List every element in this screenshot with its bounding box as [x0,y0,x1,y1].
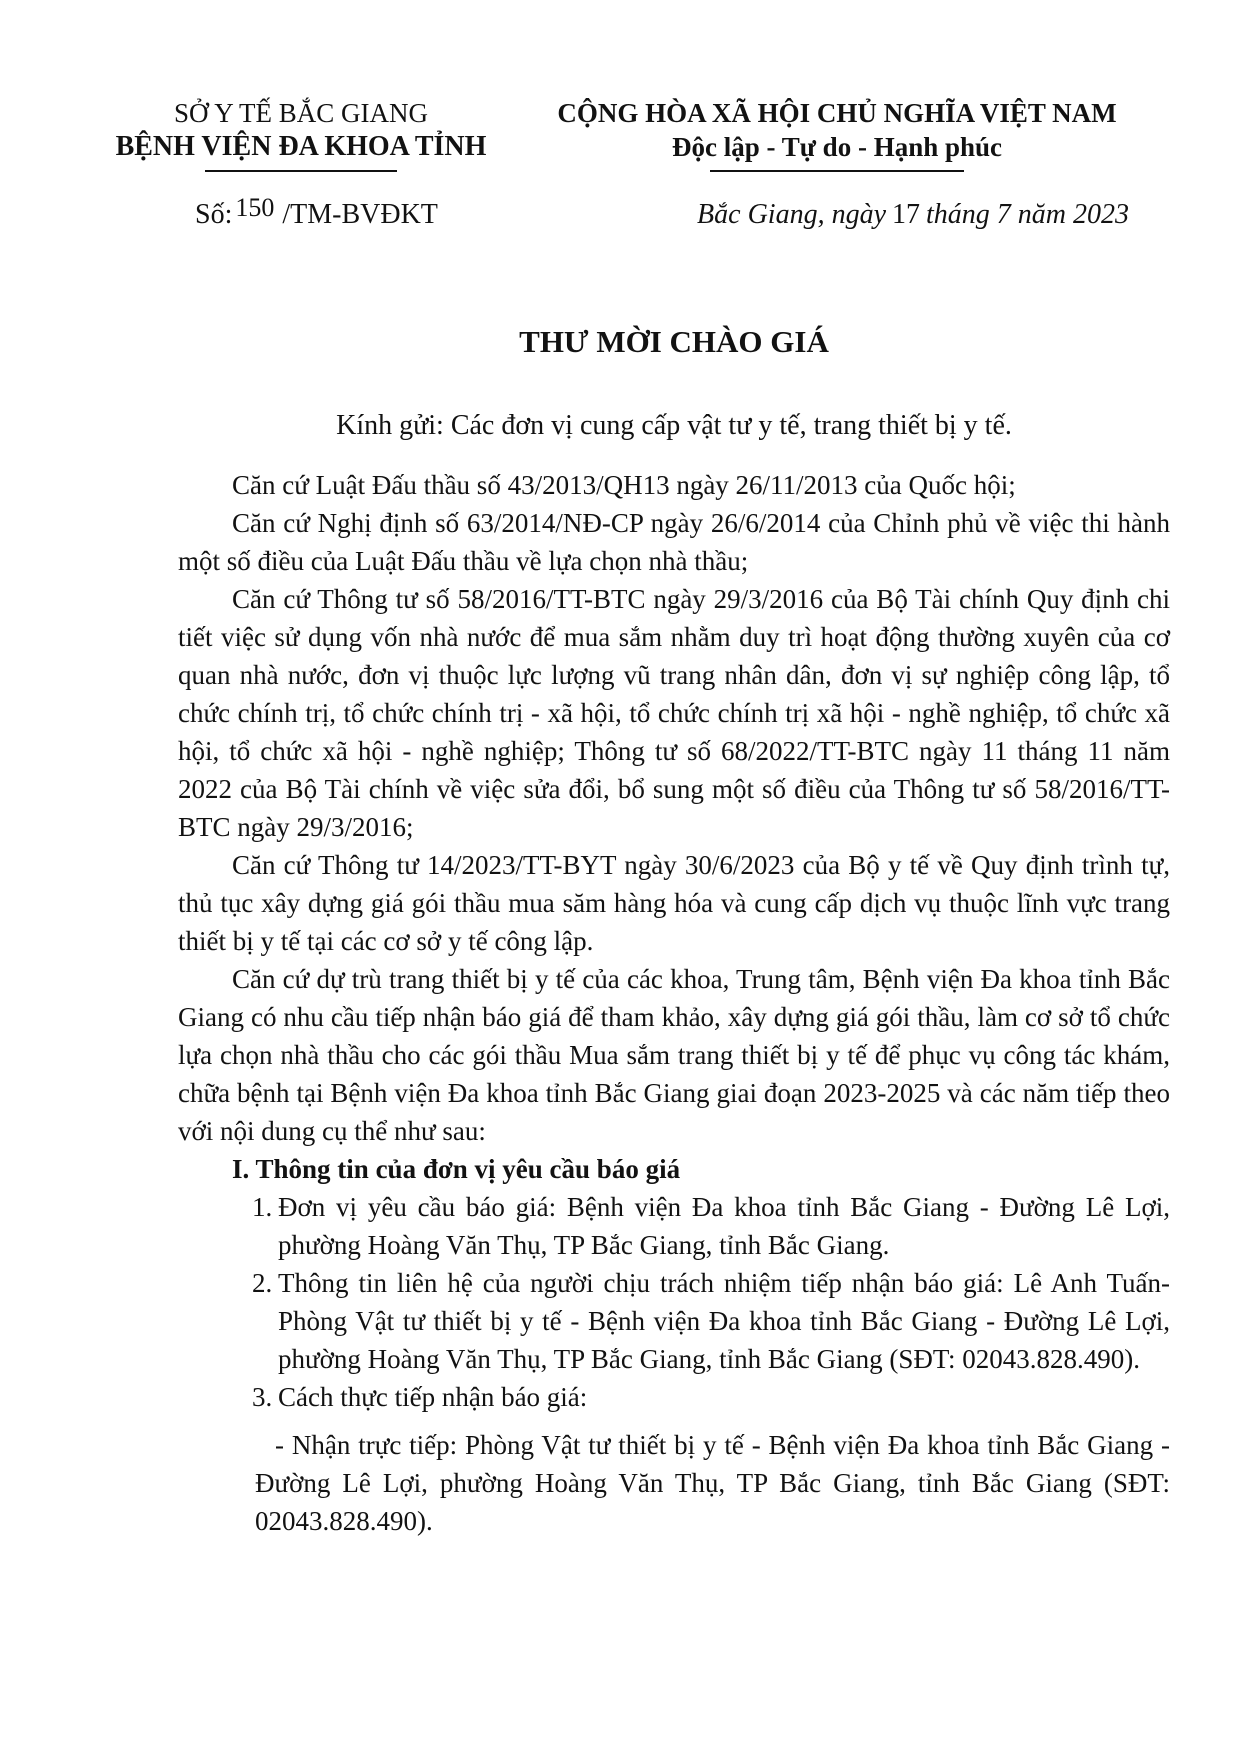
meta-row [0,193,1241,232]
document-header [0,0,1241,172]
national-motto: Độc lập - Tự do - Hạnh phúc [671,132,1003,162]
document-number-value: 150 [235,193,275,222]
list-item [178,1188,1170,1264]
date-place-prefix: Bắc Giang, ngày [697,199,886,230]
preamble-paragraph: Căn cứ Thông tư số 58/2016/TT-BTC ngày 29/3/2016 của Bộ Tài chính Quy định chi tiết việc sử dụng vốn nhà nước để mua sắm nhằm duy trì hoạt động thường xuyên của cơ quan nhà nước, đơn vị thuộc lực lượng vũ trang nhân dân, đơn vị sự nghiệp công lập, tổ chức chính trị, tổ chức chính trị - xã hội, tổ chức chính trị xã hội - nghề nghiệp, tổ chức xã hội, tổ chức xã hội - nghề nghiệp; Thông tư số 68/2022/TT-BTC ngày 11 tháng 11 năm 2022 của Bộ Tài chính về việc sửa đổi, bổ sung một số điều của Thông tư số 58/2016/TT-BTC ngày 29/3/2016; [178,584,1170,842]
national-header-block [547,96,1127,172]
document-number-suffix: /TM-BVĐKT [282,199,438,230]
document-content [0,320,1241,1540]
list-item [178,1264,1170,1378]
list-item-text: Thông tin liên hệ của người chịu trách nhiệm tiếp nhận báo giá: Lê Anh Tuấn- Phòng Vật tư thiết bị y tế - Bệnh viện Đa khoa tỉnh Bắc Giang - Đường Lê Lợi, phường Hoàng Văn Thụ, TP Bắc Giang, tỉnh Bắc Giang (SĐT: 02043.828.490). [278,1268,1170,1374]
document-number-label: Số: [195,199,233,230]
preamble-paragraph: Căn cứ Luật Đấu thầu số 43/2013/QH13 ngày 26/11/2013 của Quốc hội; [232,470,1016,500]
preamble-paragraph: Căn cứ Nghị định số 63/2014/NĐ-CP ngày 26/6/2014 của Chỉnh phủ về việc thi hành một số điều của Luật Đấu thầu về lựa chọn nhà thầu; [178,508,1170,576]
date-suffix: tháng 7 năm 2023 [926,199,1129,230]
national-title: CỘNG HÒA XÃ HỘI CHỦ NGHĨA VIỆT NAM [557,98,1117,128]
motto-underline [710,170,964,172]
salutation: Kính gửi: Các đơn vị cung cấp vật tư y tế, trang thiết bị y tế. [336,410,1012,441]
preamble-paragraph: Căn cứ Thông tư 14/2023/TT-BYT ngày 30/6/2023 của Bộ y tế về Quy định trình tự, thủ tục xây dựng giá gói thầu mua săm hàng hóa và cung cấp dịch vụ thuộc lĩnh vực trang thiết bị y tế tại các cơ sở y tế công lập. [178,850,1170,956]
document-title: THƯ MỜI CHÀO GIÁ [519,324,829,359]
date-line [697,198,1129,232]
section-heading: I. Thông tin của đơn vị yêu cầu báo giá [232,1154,681,1184]
document-body [178,466,1170,1540]
list-item-number: 3. [252,1382,273,1412]
document-number [195,193,438,232]
preamble-paragraph: Căn cứ dự trù trang thiết bị y tế của các khoa, Trung tâm, Bệnh viện Đa khoa tỉnh Bắc Giang có nhu cầu tiếp nhận báo giá để tham khảo, xây dựng giá gói thầu, làm cơ sở tổ chức lựa chọn nhà thầu cho các gói thầu Mua sắm trang thiết bị y tế để phục vụ công tác khám, chữa bệnh tại Bệnh viện Đa khoa tỉnh Bắc Giang giai đoạn 2023-2025 và các năm tiếp theo với nội dung cụ thể như sau: [178,964,1170,1146]
list-item-number: 2. [252,1268,273,1298]
sub-item-direct-receive: - Nhận trực tiếp: Phòng Vật tư thiết bị y tế - Bệnh viện Đa khoa tỉnh Bắc Giang - Đường Lê Lợi, phường Hoàng Văn Thụ, TP Bắc Giang, tỉnh Bắc Giang (SĐT: 02043.828.490). [255,1430,1170,1536]
issuing-org-block [105,96,497,172]
org-underline [205,170,397,172]
list-item [178,1378,1170,1416]
date-day: 17 [892,199,920,230]
hospital-name: BỆNH VIỆN ĐA KHOA TỈNH [115,131,487,162]
list-item-text: Đơn vị yêu cầu báo giá: Bệnh viện Đa khoa tỉnh Bắc Giang - Đường Lê Lợi, phường Hoàng Văn Thụ, TP Bắc Giang, tỉnh Bắc Giang. [278,1192,1170,1260]
parent-org-name: SỞ Y TẾ BẮC GIANG [173,98,428,128]
list-item-text: Cách thực tiếp nhận báo giá: [278,1382,588,1412]
list-item-number: 1. [252,1192,273,1222]
